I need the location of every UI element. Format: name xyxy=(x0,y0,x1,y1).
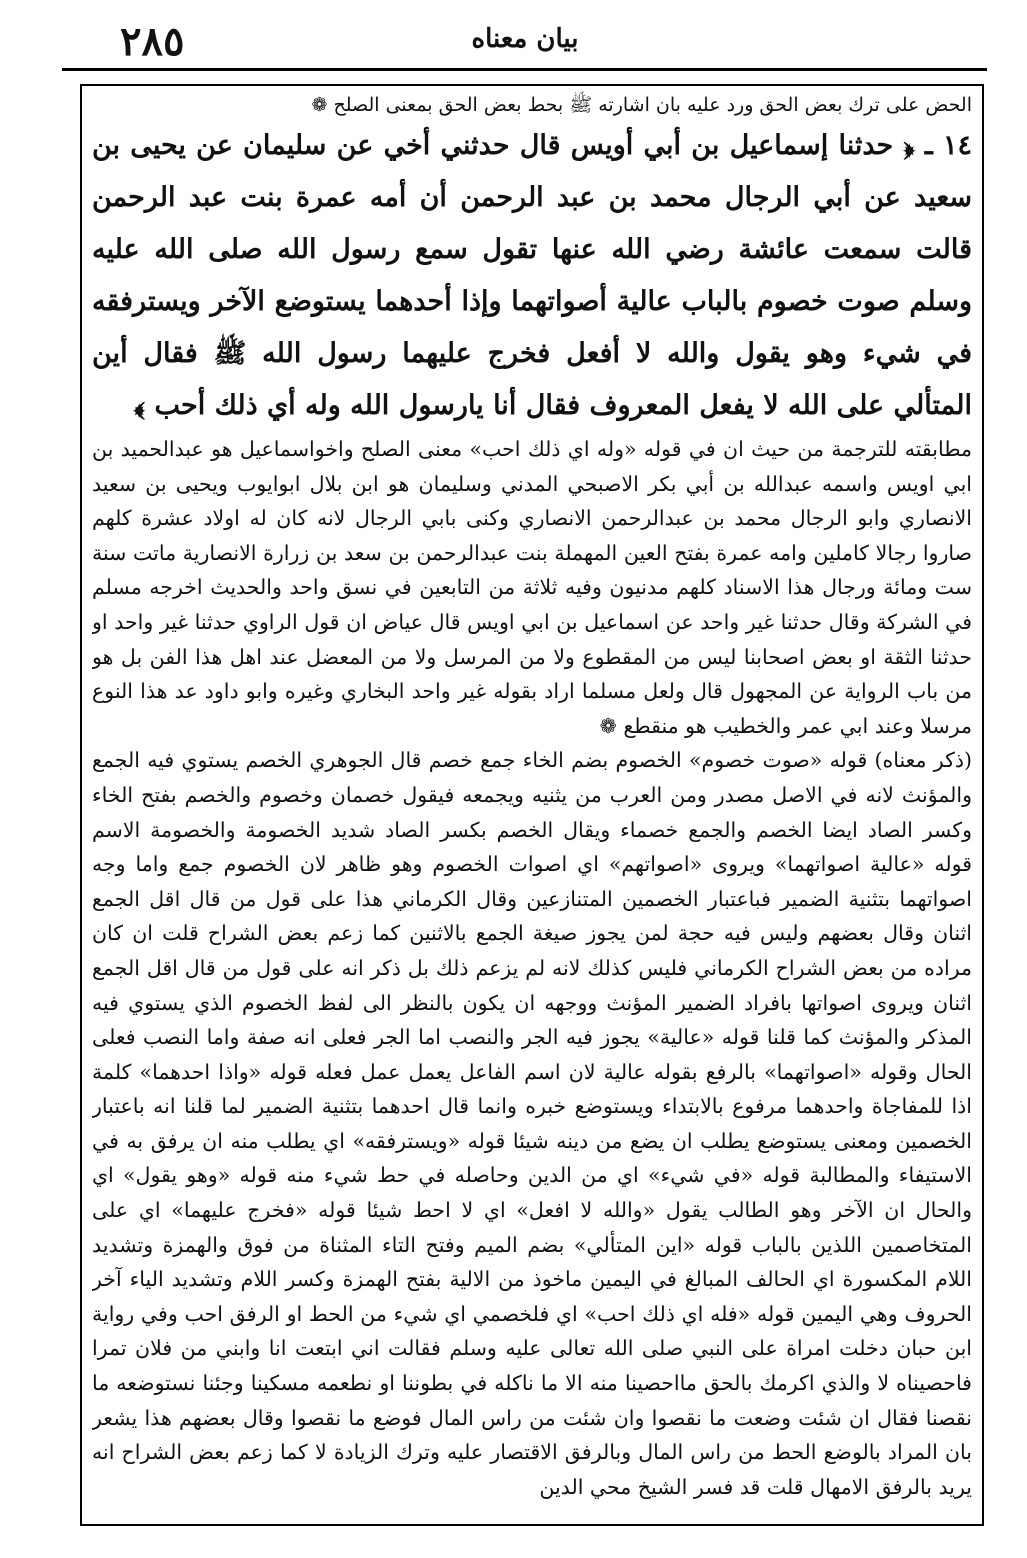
commentary-paragraph-1: مطابقته للترجمة من حيث ان في قوله «وله اي ذلك احب» معنى الصلح واخواسماعيل هو عبدالحميد بن ابي اويس واسمه عبدالله بن أبي بكر الاصبحي المدني وسليمان هو ابن بلال ابوايوب ويحيى بن سعيد الانصاري وابو الرجال محمد بن عبدالرحمن الانصاري وكنى بابي الرجال لانه كان له اولاد عشرة كلهم صاروا رجالا كاملين وامه عمرة بفتح العين المهملة بنت عبدالرحمن بن سعد بن زرارة الانصارية ماتت سنة ست ومائة ورجال هذا الاسناد كلهم مدنيون وفيه ثلاثة من التابعين في نسق واحد والحديث اخرجه مسلم في الشركة وقال حدثنا غير واحد عن اسماعيل بن ابي اويس قال عياض ان قول الراوي حدثنا غير واحد او حدثنا الثقة او بعض اصحابنا ليس من المقطوع ولا من المرسل ولا من المعضل عند اهل هذا الفن بل هو من باب الرواية عن المجهول قال ولعل مسلما اراد بقوله غير واحد البخاري وغيره وابو داود عد هذا النوع مرسلا وعند ابي عمر والخطيب هو منقطع ❁ xyxy=(92,437,972,738)
page-number: ٢٨٥ xyxy=(120,18,185,65)
page-header xyxy=(60,18,990,70)
header-rule xyxy=(62,68,987,71)
page-body xyxy=(92,90,972,1520)
commentary-paragraph-2: (ذكر معناه) قوله «صوت خصوم» الخصوم بضم الخاء جمع خصم قال الجوهري الخصم يستوي فيه الجمع والمؤنث لانه في الاصل مصدر ومن العرب من يثنيه ويجمعه فيقول خصمان وخصوم والخصم بفتح الخاء وكسر الصاد ايضا الخصم والجمع خصماء ويقال الخصم بكسر الصاد شديد الخصومة والخصومة الاسم قوله «عالية اصواتهما» ويروى «اصواتهم» اي اصوات الخصوم وهو ظاهر لان الخصوم جمع واما وجه اصواتهما بتثنية الضمير فباعتبار الخصمين المتنازعين وقال الكرماني هذا على قول من قال اقل الجمع اثنان وقال بعضهم وليس فيه حجة لمن يجوز صيغة الجمع بالاثنين كما زعم بعض الشراح قلت ان كان مراده من بعض الشراح الكرماني فليس كذلك لانه لم يزعم ذلك بل ذكر انه على قول من قال اقل الجمع اثنان ويروى اصواتها بافراد الضمير المؤنث ووجهه ان يكون بالنظر الى لفظ الخصوم الذي يستوي فيه المذكر والمؤنث كما قلنا قوله «عالية» يجوز فيه الجر والنصب اما الجر فعلى انه صفة واما النصب فعلى الحال وقوله «اصواتهما» بالرفع بقوله عالية لان اسم الفاعل يعمل عمل فعله قوله «واذا احدهما» كلمة اذا للمفاجاة واحدهما مرفوع بالابتداء ويستوضع خبره وانما قال احدهما بتثنية الضمير لما قلنا انه باعتبار الخصمين ومعنى يستوضع يطلب ان يضع من دينه شيئا قوله «ويسترفقه» اي يطلب منه ان يرفق به في الاستيفاء والمطالبة قوله «في شيء» اي من الدين وحاصله في حط شيء منه قوله «وهو يقول» اي والحال ان الآخر وهو الطالب يقول «والله لا افعل» اي لا احط شيئا قوله «فخرج عليهما» اي على المتخاصمين اللذين بالباب قوله «اين المتألي» بضم الميم وفتح التاء المثناة من فوق والهمزة وتشديد اللام المكسورة اي الحالف المبالغ في اليمين ماخوذ من الالية بفتح الهمزة وكسر اللام وتشديد الياء آخر الحروف وهي اليمين قوله «فله اي ذلك احب» اي فلخصمي اي شيء من الحط او الرفق احب وفي رواية ابن حبان دخلت امراة على النبي صلى الله تعالى عليه وسلم فقالت اني ابتعت انا وابني من فلان تمرا فاحصيناه لا والذي اكرمك بالحق مااحصينا منه الا ما ناكله في بطوننا او نطعمه مسكينا وجئنا نستوضعه ما نقصنا فقال ان شئت وضعت ما نقصوا وان شئت من راس المال فوضع ما نقصوا وقال بعضهم هذا يشعر بان المراد بالوضع الحط من راس المال وبالرفق الاقتصار عليه وترك الزيادة لا كما زعم بعض الشراح انه يريد بالرفق الامهال قلت قد فسر الشيخ محي الدين xyxy=(92,748,972,1499)
intro-line: الحض على ترك بعض الحق ورد عليه بان اشارته ﷺ بحط بعض الحق بمعنى الصلح ❁ xyxy=(311,94,972,116)
running-title: بيان معناه xyxy=(471,24,579,54)
hadith-text: ١٤ ـ ﴿ حدثنا إسماعيل بن أبي أويس قال حدثني أخي عن سليمان عن يحيى بن سعيد عن أبي الرجال محمد بن عبد الرحمن أن أمه عمرة بنت عبد الرحمن قالت سمعت عائشة رضي الله عنها تقول سمع رسول الله صلى الله عليه وسلم صوت خصوم بالباب عالية أصواتهما وإذا أحدهما يستوضع الآخر ويسترفقه في شيء وهو يقول والله لا أفعل فخرج عليهما رسول الله ﷺ فقال أين المتألي على الله لا يفعل المعروف فقال أنا يارسول الله وله أي ذلك أحب ﴾ xyxy=(92,130,972,421)
